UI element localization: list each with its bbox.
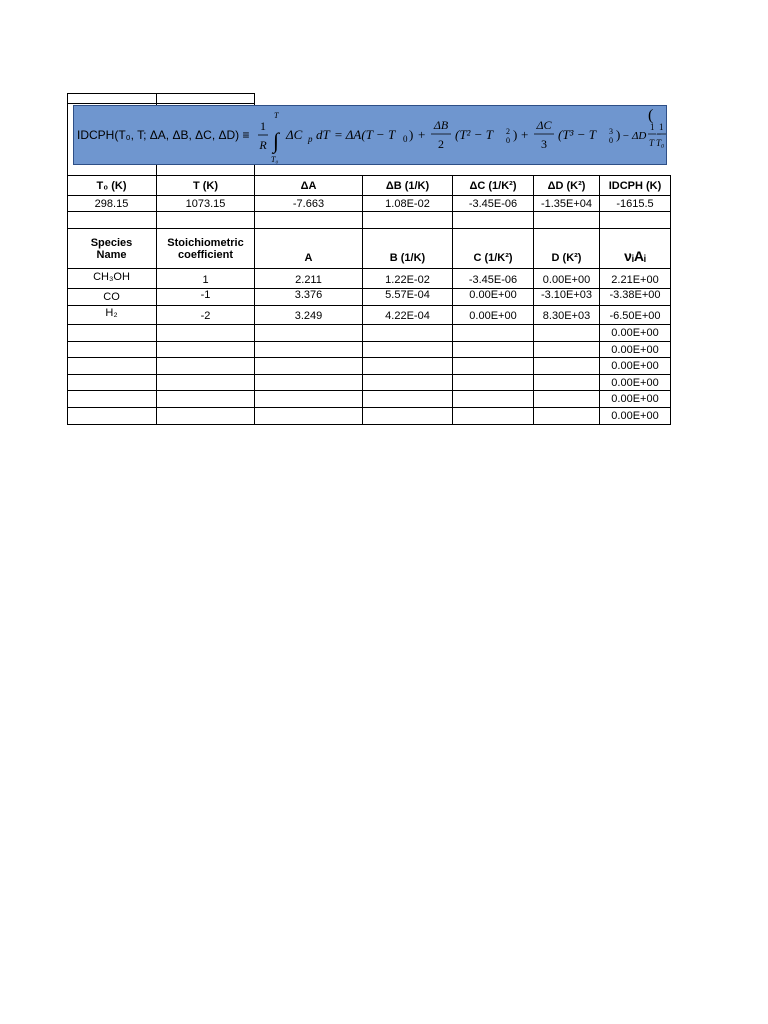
frac-t-den: T: [649, 138, 655, 148]
term2-sub: 0: [506, 136, 510, 145]
species-d: 0.00E+00: [542, 274, 591, 286]
frac-t0-den: T₀: [656, 138, 665, 148]
species-a: 3.376: [294, 289, 323, 301]
integrand: ΔC: [286, 127, 303, 142]
row-line-e: [67, 228, 671, 229]
row-line-l: [67, 374, 671, 375]
value-delta-c: -3.45E-06: [468, 197, 518, 210]
species-coef: -2: [200, 310, 211, 322]
empty-row-nu-a: 0.00E+00: [611, 393, 659, 405]
dT: dT: [316, 127, 330, 142]
species-b: 5.57E-04: [385, 289, 430, 301]
frac-t0-num: 1: [659, 122, 664, 132]
minus-1: −: [656, 129, 662, 139]
species-c: 0.00E+00: [469, 289, 517, 301]
header-c: C (1/K²): [473, 251, 513, 264]
header-t: T (K): [192, 179, 219, 192]
value-idcph: -1615.5: [616, 197, 654, 210]
header-stoich-coef: Stoichiometric coefficient: [167, 237, 244, 261]
frac-c-num: ΔC: [536, 118, 552, 132]
frac-c-den: 3: [541, 137, 547, 151]
formula-lhs: IDCPH(T₀, T; ΔA, ΔB, ΔC, ΔD) ≡: [77, 128, 250, 142]
frac-1-num: 1: [260, 119, 266, 133]
term1: = ΔA(T − T: [334, 127, 396, 142]
row-line-n: [67, 407, 671, 408]
plus-2: +: [521, 127, 529, 142]
header-nu-a: νᵢAᵢ: [624, 248, 646, 264]
integrand-sub: p: [308, 134, 313, 144]
paren-open: (: [648, 107, 654, 124]
term2-end: ): [513, 127, 518, 142]
term2-sup: 2: [506, 127, 510, 136]
species-nu-a: -6.50E+00: [609, 310, 661, 322]
term1-end: ): [409, 127, 414, 142]
species-b: 1.22E-02: [385, 274, 430, 286]
header-b: B (1/K): [389, 251, 426, 264]
species-d: 8.30E+03: [542, 310, 591, 322]
col-line-7: [670, 175, 671, 425]
species-name: CO: [103, 291, 120, 303]
frac-b-den: 2: [438, 137, 444, 151]
term2: (T² − T: [455, 127, 493, 142]
empty-row-nu-a: 0.00E+00: [611, 360, 659, 372]
plus-1: +: [418, 127, 426, 142]
row-line-m: [67, 390, 671, 391]
species-b: 4.22E-04: [385, 310, 430, 322]
integral-lower: T₀: [271, 155, 279, 164]
row-line-top: [67, 93, 255, 94]
term3-sup: 3: [609, 127, 613, 136]
header-delta-b: ΔB (1/K): [385, 179, 430, 192]
frac-r-den: R: [259, 138, 267, 152]
term4: − ΔD: [622, 130, 647, 142]
term3: (T³ − T: [558, 127, 596, 142]
species-nu-a: 2.21E+00: [611, 274, 659, 286]
header-d: D (K²): [551, 251, 582, 264]
frac-b-num: ΔB: [433, 118, 449, 132]
header-delta-d: ΔD (K²): [547, 179, 586, 192]
value-delta-d: -1.35E+04: [540, 197, 593, 210]
species-nu-a: -3.38E+00: [609, 289, 661, 301]
term3-sub: 0: [609, 136, 613, 145]
species-d: -3.10E+03: [540, 289, 593, 301]
species-a: 3.249: [294, 310, 323, 322]
row-line-j: [67, 341, 671, 342]
frac-t-num: 1: [650, 122, 655, 132]
species-a: 2.211: [295, 274, 322, 286]
term3-end: ): [616, 127, 621, 142]
row-line-d: [67, 211, 671, 212]
row-line-f: [67, 268, 671, 269]
row-line-h: [67, 305, 671, 306]
header-idcph: IDCPH (K): [608, 179, 662, 192]
species-coef: 1: [202, 274, 209, 286]
species-c: 0.00E+00: [469, 310, 517, 322]
value-t: 1073.15: [185, 197, 226, 210]
formula-graphic: [74, 106, 668, 166]
value-delta-a: -7.663: [292, 197, 325, 210]
empty-row-nu-a: 0.00E+00: [611, 376, 659, 389]
header-t0: T₀ (K): [96, 179, 127, 192]
species-c: -3.45E-06: [468, 274, 518, 286]
row-line-i: [67, 324, 671, 325]
species-name: H₂: [105, 307, 118, 319]
empty-row-nu-a: 0.00E+00: [611, 327, 659, 339]
species-name: CH₃OH: [93, 270, 130, 283]
row-line-k: [67, 357, 671, 358]
integral-upper: T: [274, 111, 279, 120]
empty-row-nu-a: 0.00E+00: [611, 343, 659, 356]
row-line-bottom: [67, 424, 671, 425]
empty-row-nu-a: 0.00E+00: [611, 410, 659, 422]
value-delta-b: 1.08E-02: [385, 197, 430, 210]
term1-sub: 0: [403, 134, 408, 144]
species-coef: -1: [200, 289, 211, 301]
header-delta-a: ΔA: [300, 179, 317, 192]
header-species-name: Species Name: [90, 237, 133, 261]
integral-sign: ∫: [273, 128, 280, 153]
value-t0: 298.15: [94, 197, 129, 210]
header-a: A: [304, 251, 313, 264]
row-line-a: [67, 103, 255, 104]
header-delta-c: ΔC (1/K²): [469, 179, 517, 192]
idcph-formula: [73, 105, 667, 165]
